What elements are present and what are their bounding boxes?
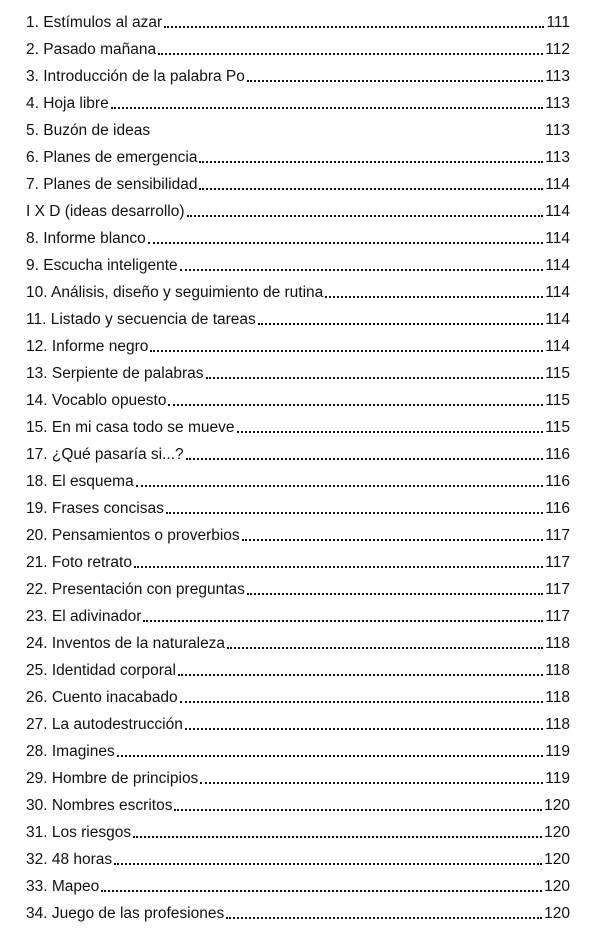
toc-entry	[26, 548, 570, 572]
dot-leader	[136, 485, 544, 487]
entry-page-number: 114	[545, 311, 570, 328]
entry-page-number: 118	[545, 716, 570, 733]
dot-leader	[178, 674, 543, 676]
dot-leader	[180, 701, 544, 703]
entry-title: 27. La autodestrucción	[26, 716, 183, 733]
toc-entry	[26, 224, 570, 248]
entry-title: 22. Presentación con preguntas	[26, 581, 245, 598]
entry-title: 23. El adivinador	[26, 608, 142, 625]
entry-title: 13. Serpiente de palabras	[26, 365, 204, 382]
entry-title: 24. Inventos de la naturaleza	[26, 635, 226, 652]
entry-title: 15. En mi casa todo se mueve	[26, 419, 235, 436]
entry-title: 33. Mapeo	[26, 878, 100, 895]
entry-page-number: 114	[545, 338, 570, 355]
entry-title: 11. Listado y secuencia de tareas	[26, 311, 256, 328]
toc-entry	[26, 359, 570, 383]
entry-page-number: 118	[545, 662, 570, 679]
entry-page-number: 120	[544, 824, 570, 841]
entry-page-number: 115	[545, 392, 570, 409]
dot-leader	[117, 755, 544, 757]
entry-title: 32. 48 horas	[26, 851, 113, 868]
entry-page-number: 119	[545, 770, 570, 787]
entry-title: 10. Análisis, diseño y seguimiento de rutina	[26, 284, 324, 301]
entry-title: I X D (ideas desarrollo)	[26, 203, 185, 220]
toc-entry	[26, 629, 570, 653]
dot-leader	[199, 161, 543, 163]
dot-leader	[148, 242, 544, 244]
dot-leader	[168, 404, 543, 406]
entry-title: 29. Hombre de principios	[26, 770, 199, 787]
dot-leader	[180, 269, 544, 271]
entry-page-number: 117	[545, 608, 570, 625]
dot-leader	[134, 566, 543, 568]
dot-leader	[143, 620, 543, 622]
toc-entry	[26, 899, 570, 923]
toc-entry	[26, 575, 570, 599]
entry-page-number: 115	[545, 419, 570, 436]
toc-entry	[26, 89, 570, 113]
entry-title: 28. Imagines	[26, 743, 115, 760]
entry-title: 4. Hoja libre	[26, 95, 109, 112]
entry-page-number: 113	[545, 68, 570, 85]
dot-leader	[111, 107, 544, 109]
entry-title: 17. ¿Qué pasaría si...?	[26, 446, 184, 463]
toc-entry	[26, 521, 570, 545]
toc-entry	[26, 332, 570, 356]
toc-entry	[26, 413, 570, 437]
entry-page-number: 118	[545, 689, 570, 706]
entry-page-number: 120	[544, 878, 570, 895]
toc-entry	[26, 35, 570, 59]
entry-page-number: 114	[545, 203, 570, 220]
toc-entry	[26, 251, 570, 275]
toc-entry	[26, 467, 570, 491]
entry-title: 7. Planes de sensibilidad	[26, 176, 198, 193]
toc-entry	[26, 305, 570, 329]
dot-leader	[200, 782, 543, 784]
toc-entry	[26, 62, 570, 86]
entry-page-number: 120	[544, 851, 570, 868]
entry-title: 14. Vocablo opuesto	[26, 392, 167, 409]
entry-title: 20. Pensamientos o proverbios	[26, 527, 240, 544]
entry-page-number: 119	[545, 743, 570, 760]
toc-entry	[26, 872, 570, 896]
dot-leader	[185, 728, 543, 730]
toc-entry	[26, 683, 570, 707]
entry-title: 2. Pasado mañana	[26, 41, 157, 58]
entry-page-number: 113	[545, 122, 570, 139]
entry-page-number: 117	[545, 554, 570, 571]
entry-page-number: 113	[545, 95, 570, 112]
toc-entry	[26, 143, 570, 167]
toc-entry	[26, 602, 570, 626]
dot-leader	[227, 647, 543, 649]
dot-leader	[186, 458, 544, 460]
entry-title: 3. Introducción de la palabra Po	[26, 68, 245, 85]
entry-page-number: 116	[545, 473, 570, 490]
entry-title: 26. Cuento inacabado	[26, 689, 178, 706]
toc-entry	[26, 656, 570, 680]
toc-entry	[26, 278, 570, 302]
entry-title: 30. Nombres escritos	[26, 797, 173, 814]
entry-title: 9. Escucha inteligente	[26, 257, 178, 274]
toc-entry	[26, 764, 570, 788]
dot-leader	[206, 377, 544, 379]
toc-entry	[26, 494, 570, 518]
dot-leader	[258, 323, 544, 325]
dot-leader	[325, 296, 543, 298]
toc-entry	[26, 386, 570, 410]
dot-leader	[174, 809, 542, 811]
entry-title: 18. El esquema	[26, 473, 134, 490]
entry-page-number: 114	[545, 284, 570, 301]
entry-title: 1. Estímulos al azar	[26, 14, 163, 31]
entry-title: 31. Los riesgos	[26, 824, 132, 841]
dot-leader	[247, 593, 543, 595]
entry-page-number: 120	[544, 905, 570, 922]
toc-entry	[26, 710, 570, 734]
entry-page-number: 112	[545, 41, 570, 58]
toc-entry	[26, 845, 570, 869]
entry-title: 34. Juego de las profesiones	[26, 905, 225, 922]
toc-entry	[26, 737, 570, 761]
dot-leader	[150, 350, 543, 352]
entry-title: 21. Foto retrato	[26, 554, 132, 571]
entry-title: 12. Informe negro	[26, 338, 149, 355]
entry-page-number: 118	[545, 635, 570, 652]
entry-page-number: 115	[545, 365, 570, 382]
dot-leader	[242, 539, 544, 541]
toc-entry	[26, 440, 570, 464]
toc-entry	[26, 8, 570, 32]
toc-entry	[26, 170, 570, 194]
toc-entry	[26, 818, 570, 842]
toc-entry	[26, 791, 570, 815]
entry-page-number: 120	[544, 797, 570, 814]
toc-entry	[26, 197, 570, 221]
entry-page-number: 114	[545, 176, 570, 193]
dot-leader	[226, 917, 542, 919]
dot-leader	[101, 890, 542, 892]
toc-entry	[26, 116, 570, 140]
entry-page-number: 116	[545, 446, 570, 463]
dot-leader	[164, 26, 544, 28]
dot-leader	[133, 836, 542, 838]
dot-leader	[247, 80, 543, 82]
entry-page-number: 117	[545, 581, 570, 598]
entry-title: 5. Buzón de ideas	[26, 122, 151, 139]
entry-page-number: 117	[545, 527, 570, 544]
dot-leader	[237, 431, 544, 433]
dot-leader	[114, 863, 542, 865]
entry-page-number: 111	[546, 14, 570, 31]
entry-title: 8. Informe blanco	[26, 230, 146, 247]
dot-leader	[158, 53, 543, 55]
entry-page-number: 114	[545, 257, 570, 274]
dot-leader	[199, 188, 543, 190]
entry-title: 25. Identidad corporal	[26, 662, 176, 679]
dot-leader	[187, 215, 544, 217]
entry-page-number: 116	[545, 500, 570, 517]
dot-leader	[166, 512, 543, 514]
entry-page-number: 114	[545, 230, 570, 247]
entry-page-number: 113	[545, 149, 570, 166]
entry-title: 6. Planes de emergencia	[26, 149, 198, 166]
entry-title: 19. Frases concisas	[26, 500, 164, 517]
